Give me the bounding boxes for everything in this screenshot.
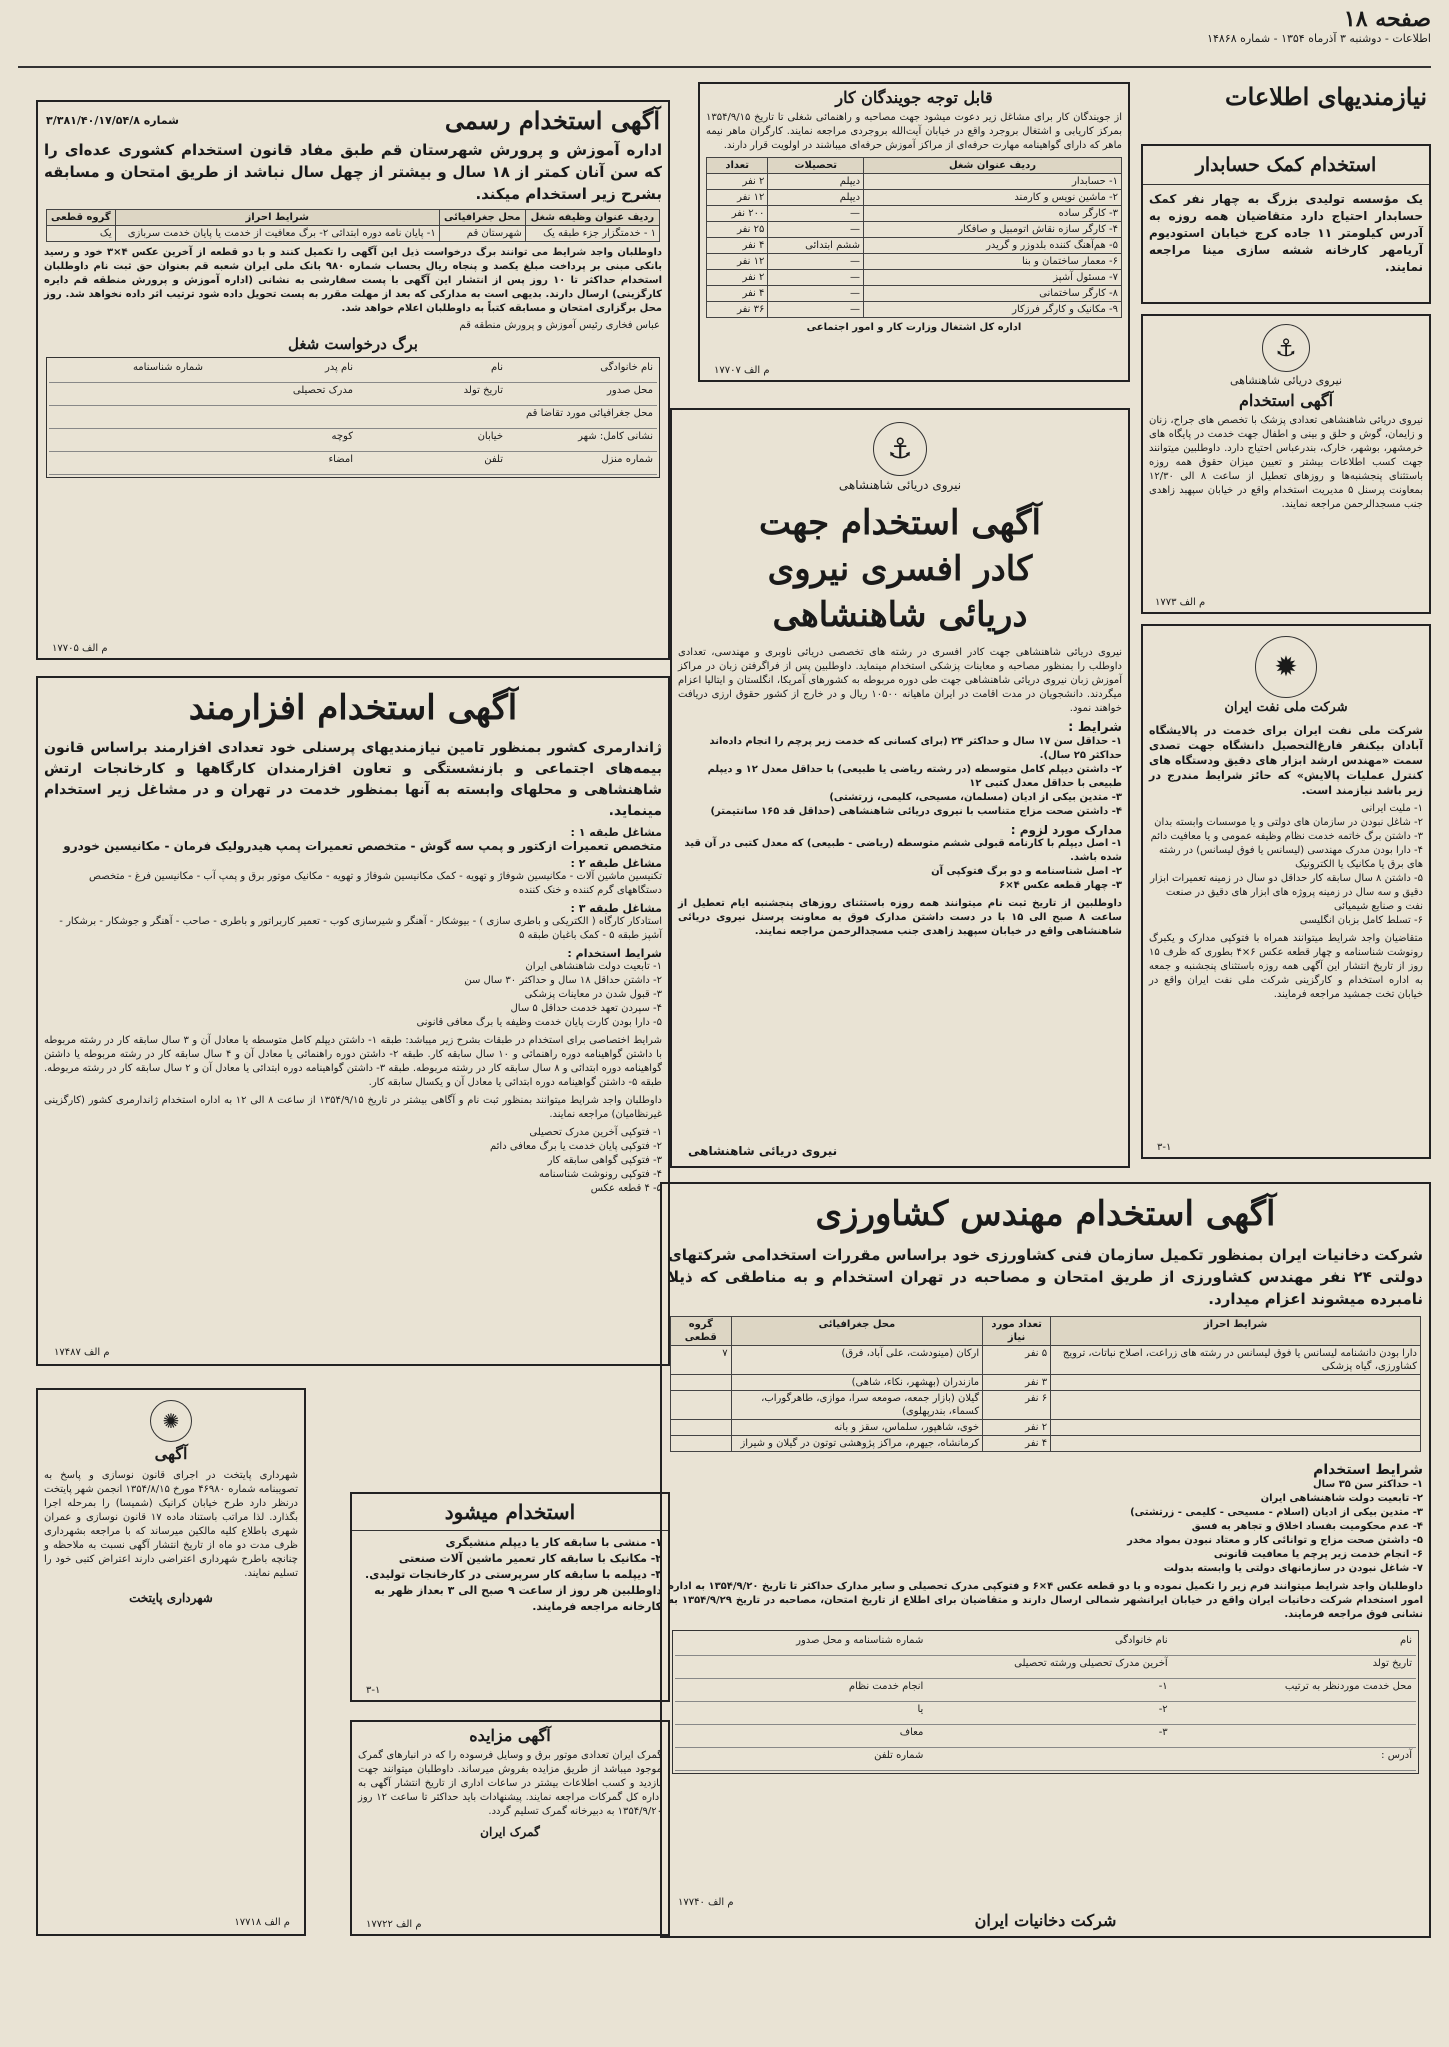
- accountant-text: یک مؤسسه تولیدی بزرگ به چهار نفر کمک حسابدار احتیاج دارد متقاضیان همه روزه به آدرس کیلومتر ۱۱ جاده کرج خیابان استودیوم آریامهر کارخانه ششه سازی مینا مراجعه نمایند.: [1149, 192, 1424, 274]
- form-field-label: معاف: [899, 1727, 924, 1738]
- form-field-label: [203, 408, 353, 426]
- form-row: [49, 406, 657, 429]
- needs-title: نیازمندیهای اطلاعات: [1224, 82, 1427, 111]
- masthead: [1071, 6, 1431, 66]
- agri-col-header: تعداد مورد نیاز: [983, 1317, 1051, 1346]
- ad-accountant: [1141, 144, 1431, 304]
- auction-title: آگهی مزایده: [469, 1726, 551, 1745]
- oil-condition: ۳- داشتن برگ خاتمه خدمت نظام وظیفه عمومی و یا معافیت دائم: [1150, 831, 1423, 842]
- insurance-doc: ۴- فتوکپی رونوشت شناسنامه: [538, 1169, 662, 1180]
- form-row: [49, 452, 657, 475]
- oil-condition: ۴- دارا بودن مدرک مهندسی (لیسانس یا فوق لیسانس) در رشته های برق یا مکانیک یا الکترونیک: [1158, 845, 1423, 870]
- table-cell: ۲۵ نفر: [707, 222, 768, 238]
- form-field-label: [679, 1658, 923, 1676]
- table-cell: ۱۲ نفر: [707, 190, 768, 206]
- table-cell: ششم ابتدائی: [768, 238, 864, 254]
- table-cell: ۸- کارگر ساختمانی: [864, 286, 1122, 302]
- jobseekers-title: قابل توجه جویندگان کار: [835, 88, 993, 107]
- navy-big-title: [672, 492, 1128, 646]
- oil-condition: ۱- ملیت ایرانی: [1361, 803, 1423, 814]
- official-col-header: ردیف عنوان وظیفه شغل: [525, 210, 659, 226]
- form-field-label: محل صدور: [607, 385, 653, 396]
- navy-small-ref: م الف ۱۷۷۳: [1155, 597, 1206, 608]
- insurance-doc: ۳- فتوکپی گواهی سابقه کار: [547, 1155, 662, 1166]
- form-field-label: شماره منزل: [601, 454, 653, 465]
- insurance-grade2-title: مشاغل طبقه ۲ :: [570, 857, 662, 870]
- table-cell: دیپلم: [768, 174, 864, 190]
- table-cell: ۱- پایان نامه دوره ابتدائی ۲- برگ معافیت از خدمت یا پایان خدمت سربازی: [115, 226, 439, 242]
- form-row: [675, 1748, 1416, 1771]
- official-table: [46, 209, 660, 242]
- agri-condition: ۷- شاغل نبودن در سازمانهای دولتی یا وابسته بدولت: [1163, 1563, 1423, 1574]
- table-cell: ۹- مکانیک و کارگر فرزکار: [864, 302, 1122, 318]
- table-cell: ۲ نفر: [707, 270, 768, 286]
- form-field-label: [1168, 1727, 1412, 1745]
- insurance-general-item: ۴- سپردن تعهد خدمت حداقل ۵ سال: [510, 1003, 662, 1014]
- form-field-label: انجام خدمت نظام: [848, 1681, 924, 1692]
- official-ref: م الف ۱۷۷۰۵: [52, 643, 108, 654]
- municipality-text: شهرداری پایتخت در اجرای قانون نوسازی و پاسخ به تصویبنامه شماره ۴۶۹۸۰ مورخ ۱۳۵۴/۸/۱۵ انجمن شهر پایتخت درنظر دارد طرح خیابان کرانیک (شمیسا) را بمرحله اجرا بگذارد. لذا مراتب باستناد ماده ۱۷ قانون نوسازی و عمران شهری باطلاع کلیه مالکین میرساند که با مراجعه بشهرداری ظرف مدت دو ماه از تاریخ انتشار آگهی نسبت به ملاحظه و چنانچه باطرح شهرداری اعتراضی دارند اعتراض کتبی خود را تسلیم نمایند.: [44, 1470, 299, 1579]
- table-cell: ۱ - خدمتگزار جزء طبقه یک: [525, 226, 659, 242]
- form-row: [675, 1725, 1416, 1748]
- form-field-label: امضاء: [328, 454, 353, 465]
- table-cell: ۴- کارگر سازه نقاش اتومبیل و صافکار: [864, 222, 1122, 238]
- form-field-label: نام خانوادگی: [1114, 1635, 1168, 1646]
- oil-condition: ۲- شاغل نبودن در سازمان های دولتی و یا موسسات وابسته بدان: [1154, 817, 1423, 828]
- form-row: [49, 429, 657, 452]
- table-cell: ۴ نفر: [707, 286, 768, 302]
- municipality-ref: م الف ۱۷۷۱۸: [234, 1917, 290, 1928]
- insurance-grade1: متخصص تعمیرات ازکتور و پمپ سه گوش - متخصص تعمیرات پمپ هیدرولیک فرمان - مکانیسین خودرو: [63, 839, 662, 853]
- jobseekers-col-header: تعداد: [707, 158, 768, 174]
- agri-form: [672, 1630, 1419, 1774]
- table-row: [707, 270, 1122, 286]
- table-cell: [671, 1375, 732, 1391]
- table-cell: یک: [47, 226, 116, 242]
- agri-col-header: گروه قطعی: [671, 1317, 732, 1346]
- jobseekers-ref: م الف ۱۷۷۰۷: [714, 365, 770, 376]
- table-row: [707, 238, 1122, 254]
- ad-navy-small: [1141, 314, 1431, 614]
- form-field-label: نام: [1399, 1635, 1412, 1646]
- oil-condition: ۵- داشتن ۸ سال سابقه کار حداقل دو سال در زمینه تعمیرات ابزار دقیق و سه سال در زمینه پروژه های ابزار های دقیق در صنعت نفت و صنایع شیمیائی: [1150, 873, 1423, 912]
- agri-intro: شرکت دخانیات ایران بمنظور تکمیل سازمان فنی کشاورزی خود براساس مقررات استخدامی شرکتهای دولتی ۲۴ نفر مهندس کشاورزی از طریق امتحان و مصاحبه در تهران استخدام و به مناطقی که ذیلا نامبرده میشوند اعزام میدارد.: [668, 1246, 1423, 1308]
- official-intro: اداره آموزش و پرورش شهرستان قم طبق مفاد قانون استخدام کشوری عده‌ای را که سن آنان کمتر از ۱۸ سال و بیشتر از چهل سال نباشد از طریق امتحان و مسابقه بشرح زیر استخدام میکند.: [44, 141, 662, 203]
- oil-conditions: [1143, 798, 1429, 932]
- official-col-header: محل جغرافیائی: [439, 210, 525, 226]
- table-cell: ۳۶ نفر: [707, 302, 768, 318]
- table-row: [707, 222, 1122, 238]
- form-field-label: شماره تلفن: [874, 1750, 924, 1761]
- form-field-label: آدرس :: [1381, 1750, 1412, 1761]
- table-cell: [671, 1391, 732, 1420]
- hiring-title: استخدام میشود: [352, 1494, 668, 1531]
- auction-text: گمرک ایران تعدادی موتور برق و وسایل فرسوده را که در انبارهای گمرک موجود میباشد از طریق مزایده بفروش میرساند. داوطلبان میتوانند جهت بازدید و کسب اطلاعات بیشتر در ساعات اداری از تاریخ انتشار آگهی به اداره کل گمرکات مراجعه نمایند. پیشنهادات باید حداکثر تا ساعت ۱۲ روز ۱۳۵۴/۹/۲۰ به دبیرخانه گمرک تسلیم گردد.: [358, 1750, 662, 1817]
- agri-ref: م الف ۱۷۷۴۰: [678, 1897, 734, 1908]
- ad-insurance: [36, 676, 670, 1366]
- navy-big-doc: ۲- اصل شناسنامه و دو برگ فتوکپی آن: [931, 866, 1122, 877]
- form-row: [675, 1656, 1416, 1679]
- table-row: [707, 254, 1122, 270]
- insurance-title: آگهی استخدام افزارمند: [188, 688, 518, 728]
- paper-line: اطلاعات - دوشنبه ۳ آذرماه ۱۳۵۴ - شماره ۱۴۸۶۸: [1207, 32, 1431, 45]
- form-row: [675, 1679, 1416, 1702]
- jobseekers-col-header: تحصیلات: [768, 158, 864, 174]
- table-cell: —: [768, 254, 864, 270]
- insurance-doc: ۱- فتوکپی آخرین مدرک تحصیلی: [529, 1127, 662, 1138]
- table-cell: ۲ نفر: [707, 174, 768, 190]
- agri-condition: ۶- انجام خدمت زیر پرچم یا معافیت قانونی: [1213, 1549, 1423, 1560]
- agri-condition: ۴- عدم محکومیت بفساد اخلاق و تجاهر به فسق: [1191, 1521, 1423, 1532]
- table-row: [671, 1420, 1421, 1436]
- table-cell: ۶ نفر: [983, 1391, 1051, 1420]
- table-row: [47, 226, 660, 242]
- navy-big-conditions-title: شرایط :: [1068, 720, 1122, 735]
- table-cell: —: [768, 286, 864, 302]
- table-cell: ۴ نفر: [983, 1436, 1051, 1452]
- table-cell: [1051, 1420, 1421, 1436]
- navy-emblem-icon: ⚓: [1262, 324, 1310, 372]
- jobseekers-intro: از جویندگان کار برای مشاغل زیر دعوت میشود جهت مصاحبه و راهنمائی شغلی تا تاریخ ۱۳۵۴/۹/۱۵ بمرکز کاریابی و اشتغال بروجرد واقع در خیابان آیت‌الله بروجردی مراجعه نمایند. کارگران ماهر نیمه ماهر که دارای گواهینامه مهارت حرفه‌ای از مراکز آموزش حرفه‌ای میباشند در اولویت قرار دارند.: [706, 112, 1122, 151]
- navy-big-title-line: دریائی شاهنشاهی: [772, 595, 1028, 635]
- form-field-label: یا: [917, 1704, 924, 1715]
- form-field-label: کوچه: [331, 431, 353, 442]
- form-row: [49, 360, 657, 383]
- table-cell: ۲- ماشین نویس و کارمند: [864, 190, 1122, 206]
- table-cell: کرمانشاه، جیهرم، مراکز پژوهشی توتون در گیلان و شیراز: [731, 1436, 982, 1452]
- insurance-grade3-title: مشاغل طبقه ۳ :: [570, 902, 662, 915]
- navy-big-condition: ۴- داشتن صحت مزاج متناسب با نیروی دریائی شاهنشاهی (حداقل قد ۱۶۵ سانتیمتر): [710, 806, 1122, 817]
- masthead-rule: [18, 66, 1431, 68]
- navy-big-signer: نیروی دریائی شاهنشاهی: [688, 1144, 838, 1158]
- jobseekers-col-header: ردیف عنوان شغل: [864, 158, 1122, 174]
- ad-hiring: [350, 1492, 670, 1702]
- table-cell: —: [768, 222, 864, 238]
- official-body: داوطلبان واجد شرایط می توانند برگ درخواست ذیل این آگهی را تکمیل کنند و با دو قطعه از آخرین عکس ۴×۳ خود و رسید بانکی مبنی بر پرداخت مبلغ یکصد و پنجاه ریال بحساب شماره ۹۸۰ بانک ملی ایران شعبه قم بعنوان حق ثبت نام داوطلبان استخدام حداکثر تا ۱۰ روز پس از انتشار این آگهی با پست سفارشی به نشانی (اداره آموزش و پرورش منطقه قم دایره کارگزینی) ارسال دارند. بدیهی است به مدارکی که بعد از مهلت مقرر به پست تحویل داده شود ترتیب اثر داده نخواهد شد. روز محل برگزاری امتحان و مسابقه کتباً به داوطلبان اعلام خواهد شد.: [44, 247, 663, 314]
- insurance-intro: ژاندارمری کشور بمنظور تامین نیازمندیهای پرسنلی خود تعدادی افزارمند براساس قانون بیمه‌های اجتماعی و بازنشستگی و تعاون افزارمندان کارگاهها و کارخانجات ارتش شاهنشاهی و محلهای وابسته به آنها بمنظور خدمت در تهران و در مشاغل زیر استخدام مینماید.: [44, 740, 662, 819]
- table-cell: ۳ نفر: [983, 1375, 1051, 1391]
- form-field-label: [53, 385, 203, 403]
- table-cell: —: [768, 302, 864, 318]
- table-cell: شهرستان قم: [439, 226, 525, 242]
- form-field-label: مدرک تحصیلی: [292, 385, 353, 396]
- insurance-general-item: ۲- داشتن حداقل ۱۸ سال و حداکثر ۳۰ سال سن: [464, 975, 662, 986]
- table-cell: [1051, 1391, 1421, 1420]
- form-field-label: خیابان: [477, 431, 503, 442]
- table-cell: ارکان (مینودشت، علی آباد، فرق): [731, 1346, 982, 1375]
- ad-municipality: [36, 1388, 306, 1936]
- ad-jobseekers: [698, 82, 1130, 382]
- table-row: [707, 174, 1122, 190]
- agri-table: [670, 1316, 1421, 1452]
- insurance-general-item: ۵- دارا بودن کارت پایان خدمت وظیفه یا برگ معافی قانونی: [416, 1017, 662, 1028]
- table-cell: ۷: [671, 1346, 732, 1375]
- hiring-item: ۳- دیپلمه با سابقه کار سرپرستی در کارخانجات تولیدی. داوطلبین هر روز از ساعت ۹ صبح الی ۳ بعداز ظهر به کارخانه مراجعه فرمایند.: [365, 1568, 662, 1613]
- official-form-title: برگ درخواست شغل: [288, 335, 418, 353]
- oil-emblem-icon: ✹: [1255, 636, 1317, 698]
- form-field-label: [1168, 1704, 1412, 1722]
- table-cell: ۷- مسئول آشپز: [864, 270, 1122, 286]
- oil-condition: ۶- تسلط کامل بزبان انگلیسی: [1299, 915, 1423, 926]
- insurance-specific: شرایط اختصاصی برای استخدام در طبقات بشرح زیر میباشد: طبقه ۱- داشتن دیپلم کامل متوسطه یا معادل آن و ۳ سال سابقه کار در رشته مربوطه با داشتن گواهینامه دوره راهنمائی و ۱۰ سال سابقه کار. طبقه ۲- داشتن دوره راهنمائی یا معادل آن و ۴ سال سابقه کار در رشته مربوطه یا داشتن گواهینامه دوره ابتدائی و ۸ سال سابقه کار در رشته مربوطه. طبقه ۳- داشتن گواهینامه دوره ابتدائی یا معادل آن و ۲ سال سابقه کار در رشته مربوطه. طبقه ۵- داشتن گواهینامه دوره ابتدائی یا معادل آن و یکسال سابقه کار.: [44, 1035, 663, 1088]
- form-field-label: نشانی کامل: شهر: [578, 431, 653, 442]
- form-field-label: [923, 1750, 1167, 1768]
- table-cell: ۲ نفر: [983, 1420, 1051, 1436]
- navy-big-closing: داوطلبین از تاریخ ثبت نام میتوانند همه روزه باستثنای روزهای پنجشنبه ایام تعطیل از ساعت ۸ صبح الی ۱۵ با در دست داشتن مدارک فوق به معاونت پرسنل نیروی دریائی شاهنشاهی واقع در خیابان سپهبد زاهدی جنب مسجدالرحمن مراجعه نمایند.: [678, 898, 1122, 937]
- form-field-label: تاریخ تولد: [463, 385, 503, 396]
- navy-big-intro: نیروی دریائی شاهنشاهی جهت کادر افسری در رشته های تخصصی دریائی ناوبری و مهندسی، تعدادی داوطلب را بمنظور مصاحبه و معاینات پزشکی استخدام مینماید. داوطلبین پس از فراگرفتن زبان در مراکز آموزش زبان نیروی دریائی شاهنشاهی جهت طی دوره مربوطه به کشورهای آمریکا، انگلستان و ایتالیا اعزام میگردند. دانشجویان در مدت اقامت در ایران ماهیانه ۱۰۵۰۰ ریال و در خارج از کشور حقوق ارزی دریافت خواهند نمود.: [678, 647, 1122, 714]
- jobseekers-footer: اداره کل اشتغال وزارت کار و امور اجتماعی: [806, 322, 1022, 333]
- navy-small-emblem-label: نیروی دریائی شاهنشاهی: [1229, 374, 1343, 387]
- form-field-label: ۱-: [1158, 1681, 1168, 1692]
- navy-big-title-line: کادر افسری نیروی: [767, 549, 1033, 589]
- official-signer: عباس فخاری رئیس آموزش و پرورش منطقه قم: [459, 320, 660, 331]
- insurance-grade3: استادکار کارگاه ( الکتریکی و باطری سازی ) - بیوشکار - آهنگر و شیرسازی کوب - تعمیر کاربراتور و باطری - صاحب - آهنگر و جوشکار - برشکار - آشپز طبقه ۵ - کمک باغبان طبقه ۵: [59, 916, 662, 941]
- official-title: آگهی استخدام رسمی: [444, 106, 660, 135]
- insurance-closing: داوطلبان واجد شرایط میتوانند بمنظور ثبت نام و آگاهی بیشتر در تاریخ ۱۳۵۴/۹/۱۵ از ساعت ۸ الی ۱۲ به اداره استخدام ژاندارمری کشور (کارگزینی غیرنظامیان) مراجعه نمایند.: [44, 1095, 662, 1120]
- agri-condition: ۳- متدین بیکی از ادیان (اسلام - مسیحی - کلیمی - زرتشتی): [1130, 1507, 1423, 1518]
- form-field-label: ۲-: [1158, 1704, 1168, 1715]
- form-field-label: شماره شناسنامه و محل صدور: [796, 1635, 924, 1646]
- auction-signer: گمرک ایران: [480, 1825, 540, 1839]
- jobseekers-table: [706, 157, 1122, 318]
- form-field-label: نام پدر: [324, 362, 353, 373]
- table-cell: —: [768, 206, 864, 222]
- oil-ref: ۳-۱: [1157, 1142, 1172, 1153]
- navy-big-emblem-label: نیروی دریائی شاهنشاهی: [838, 478, 962, 492]
- form-row: [675, 1633, 1416, 1656]
- table-cell: ۳- کارگر ساده: [864, 206, 1122, 222]
- form-field-label: تلفن: [484, 454, 503, 465]
- agri-condition: ۲- تابعیت دولت شاهنشاهی ایران: [1260, 1493, 1423, 1504]
- official-form: [46, 357, 660, 478]
- agri-col-header: شرایط احراز: [1051, 1317, 1421, 1346]
- table-row: [671, 1391, 1421, 1420]
- form-row: [675, 1702, 1416, 1725]
- insurance-general-item: ۱- تابعیت دولت شاهنشاهی ایران: [525, 961, 662, 972]
- navy-big-title-line: آگهی استخدام جهت: [759, 503, 1041, 543]
- table-row: [707, 302, 1122, 318]
- form-field-label: [53, 454, 203, 472]
- insurance-doc: ۵- ۴ قطعه عکس: [590, 1183, 662, 1194]
- hiring-ref: ۳-۱: [366, 1685, 381, 1696]
- navy-big-condition: ۲- داشتن دیپلم کامل متوسطه (در رشته ریاضی یا طبیعی) با حداقل معدل ۱۲ و دیپلم طبیعی با حداقل معدل کتبی ۱۲: [707, 764, 1122, 789]
- table-cell: ۱- حسابدار: [864, 174, 1122, 190]
- agri-closing: داوطلبان واجد شرایط میتوانند فرم زیر را تکمیل نموده و با دو قطعه عکس ۴×۶ و فتوکپی مدرک تحصیلی و سایر مدارک حداکثر تا تاریخ ۱۳۵۴/۹/۲۰ به اداره امور استخدام شرکت دخانیات ایران واقع در خیابان ایرانشهر شمالی ارسال دارند و متقاضیان برای اطلاع از تاریخ امتحان، مصاحبه در تاریخ ۱۳۵۴/۹/۲۹ به نشانی فوق مراجعه فرمایند.: [668, 1581, 1423, 1620]
- form-field-label: [53, 408, 203, 426]
- needs-column: [1141, 74, 1431, 1164]
- navy-small-title: آگهی استخدام: [1238, 391, 1334, 410]
- insurance-general-title: شرایط استخدام :: [567, 947, 662, 960]
- oil-emblem-label: شرکت ملی نفت ایران: [1224, 700, 1348, 715]
- table-cell: ۵ نفر: [983, 1346, 1051, 1375]
- form-field-label: آخرین مدرک تحصیلی ورشته تحصیلی: [1014, 1658, 1168, 1669]
- page-label: صفحه ۱۸: [1343, 6, 1431, 32]
- table-cell: [1051, 1436, 1421, 1452]
- insurance-grade1-title: مشاغل طبقه ۱ :: [570, 826, 662, 839]
- hiring-item: ۱- منشی با سابقه کار یا دیپلم منشیگری: [445, 1536, 662, 1549]
- navy-big-docs-title: مدارک مورد لزوم :: [1010, 823, 1122, 837]
- form-field-label: محل جغرافیائی مورد تقاضا قم: [525, 408, 653, 419]
- form-field-label: محل خدمت موردنظر به ترتیب: [1284, 1681, 1412, 1692]
- navy-big-condition: ۳- متدین بیکی از ادیان (مسلمان، مسیحی، کلیمی، زرتشتی): [829, 792, 1122, 803]
- municipality-emblem-icon: ✺: [150, 1400, 192, 1442]
- table-cell: دارا بودن دانشنامه لیسانس یا فوق لیسانس در رشته های زراعت، اصلاح نباتات، ترویج کشاورزی، گیاه پزشکی: [1051, 1346, 1421, 1375]
- form-row: [49, 383, 657, 406]
- insurance-ref: م الف ۱۷۴۸۷: [54, 1347, 110, 1358]
- municipality-title: آگهی: [154, 1444, 188, 1463]
- table-row: [671, 1346, 1421, 1375]
- hiring-item: ۲- مکانیک با سابقه کار تعمیر ماشین آلات صنعتی: [398, 1552, 662, 1565]
- table-row: [707, 286, 1122, 302]
- auction-ref: م الف ۱۷۷۲۲: [366, 1919, 422, 1930]
- form-field-label: نام خانوادگی: [600, 362, 653, 373]
- ad-navy-big: [670, 408, 1130, 1168]
- table-cell: [671, 1436, 732, 1452]
- official-col-header: شرایط احراز: [115, 210, 439, 226]
- table-cell: [671, 1420, 732, 1436]
- agri-col-header: محل جغرافیائی: [731, 1317, 982, 1346]
- ad-auction: [350, 1720, 670, 1936]
- municipality-signer: شهرداری پایتخت: [129, 1591, 213, 1605]
- navy-big-doc: ۱- اصل دیپلم با کارنامه قبولی ششم متوسطه (ریاضی - طبیعی) که معدل کتبی در آن قید شده باشد.: [684, 838, 1122, 863]
- form-field-label: ۳-: [1158, 1727, 1168, 1738]
- table-cell: —: [768, 270, 864, 286]
- table-cell: گیلان (بازار جمعه، صومعه سرا، موازی، طاهرگوراب، کسماء، بندرپهلوی): [731, 1391, 982, 1420]
- navy-small-text: نیروی دریائی شاهنشاهی تعدادی پزشک با تخصص های جراح، زنان و زایمان، گوش و حلق و بینی و اطفال جهت خدمت در پایگاه های خرمشهر، بوشهر، خارک، بندرعباس احتیاج دارد. داوطلبین میتوانند جهت کسب اطلاعات بیشتر و تعیین میزان حقوق همه روزه باستثنای پنجشنبه‌ها و روزهای تعطیل از ساعت ۸ الی ۱۲/۳۰ بمعاونت پرسنل ۵ مدیریت استخدام واقع در خیابان سپهبد زاهدی جنب مسجدالرحمن مراجعه نمایند.: [1149, 415, 1424, 510]
- form-field-label: [353, 408, 503, 426]
- official-col-header: گروه قطعی: [47, 210, 116, 226]
- accountant-title: استخدام کمک حسابدار: [1143, 146, 1429, 185]
- ad-official: [36, 100, 670, 660]
- form-field-label: نام: [490, 362, 503, 373]
- navy-big-doc: ۳- چهار قطعه عکس ۴×۶: [999, 880, 1122, 891]
- agri-condition: ۱- حداکثر سن ۳۵ سال: [1312, 1479, 1423, 1490]
- form-field-label: تاریخ تولد: [1372, 1658, 1412, 1669]
- agri-signer: شرکت دخانیات ایران: [974, 1911, 1117, 1930]
- form-field-label: شماره شناسنامه: [132, 362, 203, 373]
- ad-agri: [660, 1182, 1431, 1938]
- table-cell: ۲۰۰ نفر: [707, 206, 768, 222]
- oil-closing: متقاضیان واجد شرایط میتوانند همراه با فتوکپی مدارک و یکبرگ رونوشت شناسنامه و چهار قطعه عکس ۶×۴ بطوری که ظرف ۱۵ روز از تاریخ انتشار این آگهی همه روزه باستثنای پنجشنبه و جمعه به اداره استخدام و کارگزینی شرکت ملی نفت ایران واقع در خیابان تخت جمشید مراجعه فرمایند.: [1149, 933, 1423, 1000]
- table-row: [671, 1375, 1421, 1391]
- form-field-label: [53, 431, 203, 449]
- insurance-general-item: ۳- قبول شدن در معاینات پزشکی: [524, 989, 662, 1000]
- insurance-doc: ۲- فتوکپی پایان خدمت یا برگ معافی دائم: [489, 1141, 662, 1152]
- official-number: شماره ۳/۳۸۱/۴۰/۱۷/۵۴/۸: [46, 114, 179, 127]
- oil-intro: شرکت ملی نفت ایران برای خدمت در پالایشگاه آبادان بیکنفر فارغ‌التحصیل دانشگاه جهت تصدی سمت «مهندس ارشد ابزار های دقیق ودستگاه های کنترل عملیات پالایش» که حائز شرایط مندرج در زیر باشد نیازمند است.: [1149, 724, 1423, 797]
- table-row: [707, 190, 1122, 206]
- table-row: [707, 206, 1122, 222]
- table-cell: خوی، شاهپور، سلماس، سقز و بانه: [731, 1420, 982, 1436]
- navy-emblem-icon: ⚓: [873, 422, 927, 476]
- table-cell: مازندران (بهشهر، نکاء، شاهی): [731, 1375, 982, 1391]
- agri-title: آگهی استخدام مهندس کشاورزی: [815, 1194, 1276, 1234]
- table-cell: ۶- معمار ساختمان و بنا: [864, 254, 1122, 270]
- table-cell: ۵- هم‌آهنگ کننده بلدوزر و گریدر: [864, 238, 1122, 254]
- table-cell: [1051, 1375, 1421, 1391]
- agri-conditions-title: شرایط استخدام: [1313, 1462, 1423, 1478]
- agri-condition: ۵- داشتن صحت مزاج و توانائی کار و معتاد نبودن بمواد مخدر: [1127, 1535, 1423, 1546]
- navy-big-condition: ۱- حداقل سن ۱۷ سال و حداکثر ۲۴ (برای کسانی که خدمت زیر پرچم را انجام داده‌اند حداکثر ۲۵ سال).: [709, 736, 1122, 761]
- table-cell: ۴ نفر: [707, 238, 768, 254]
- table-cell: ۱۲ نفر: [707, 254, 768, 270]
- ad-oil: [1141, 624, 1431, 1159]
- table-cell: دیپلم: [768, 190, 864, 206]
- insurance-grade2: تکنیسین ماشین آلات - مکانیسین شوفاژ و تهویه - کمک مکانیسین شوفاژ و تهویه - مکانیک موتور برق و پمپ آب - مکانیسین فرغ - متخصص دستگاههای گرم کننده و خنک کننده: [89, 871, 662, 896]
- table-row: [671, 1436, 1421, 1452]
